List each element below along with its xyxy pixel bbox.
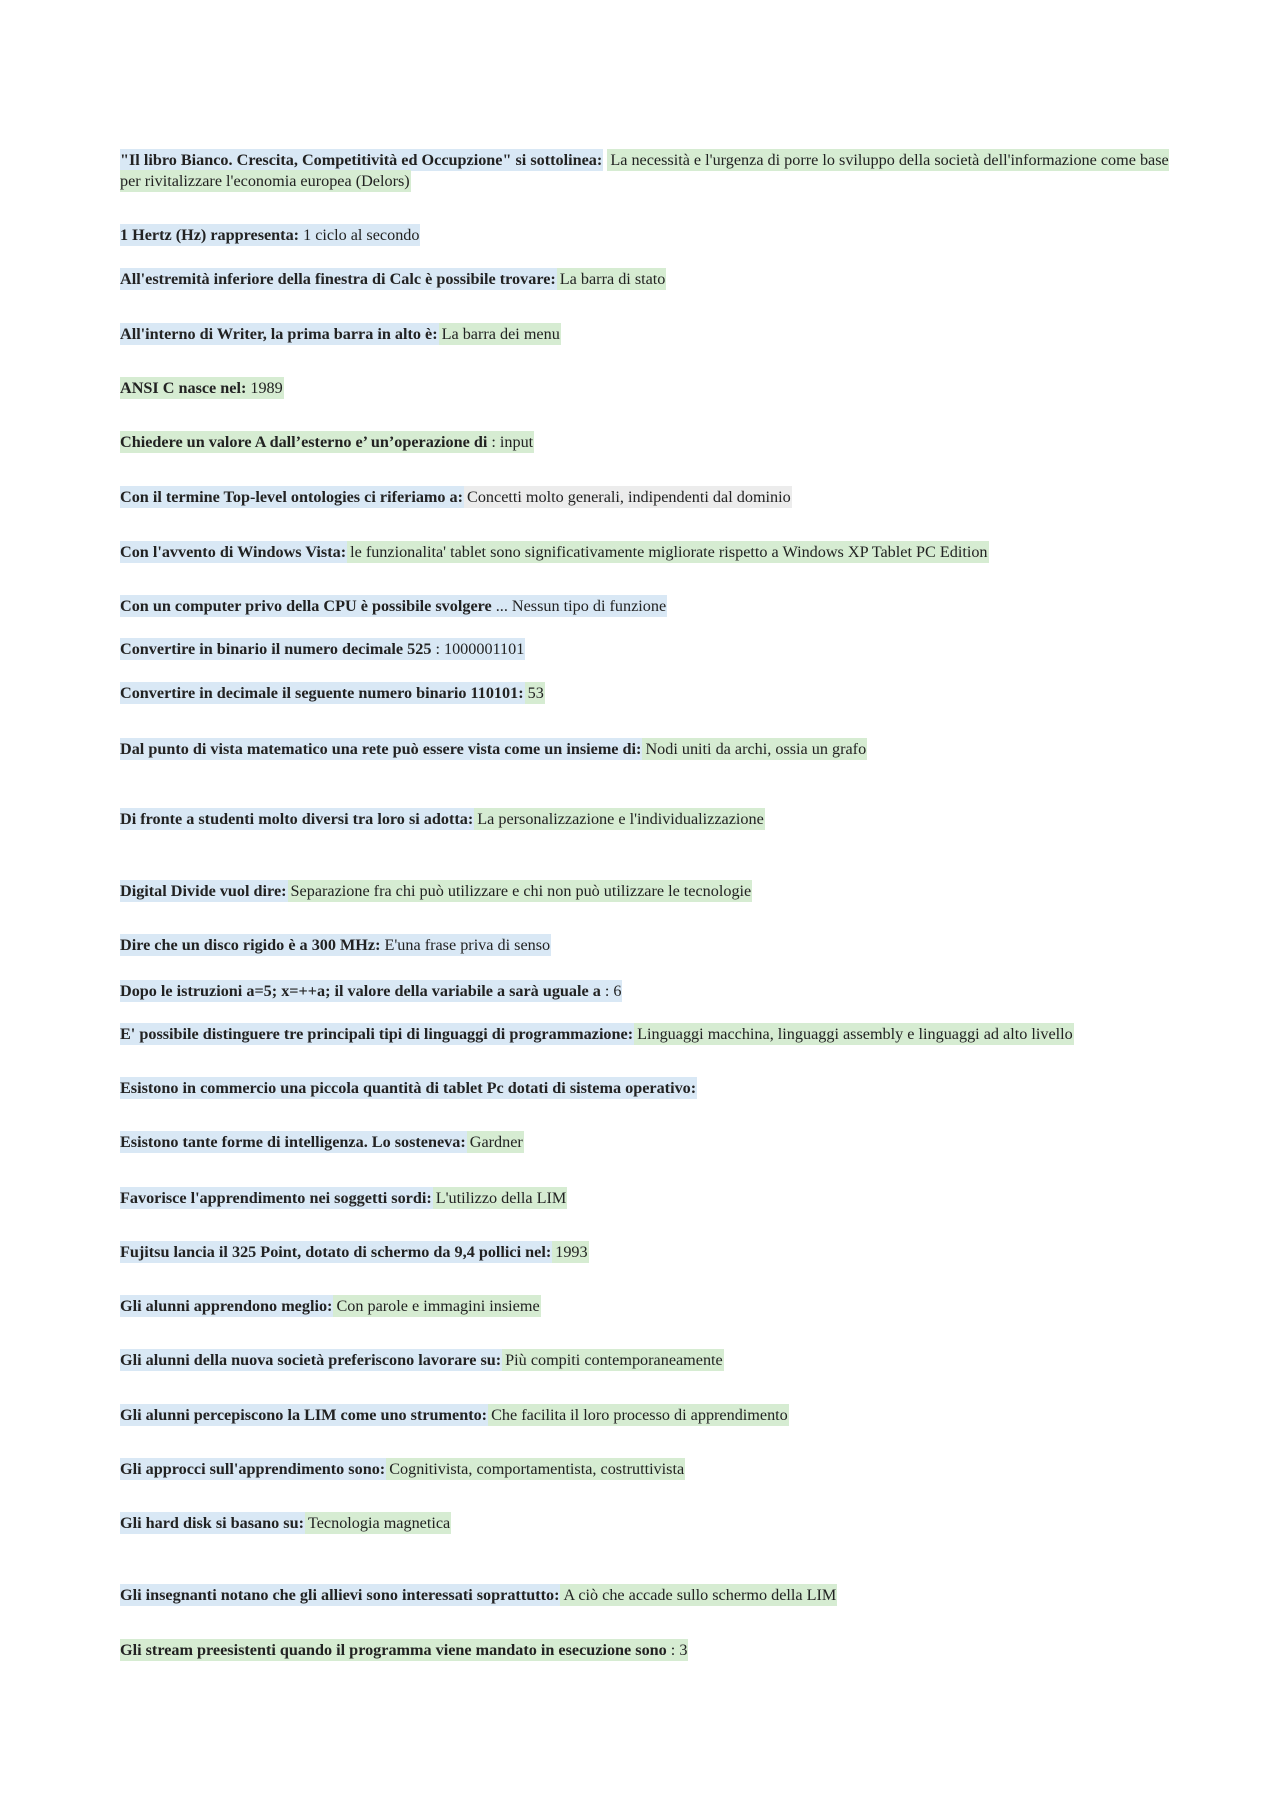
qa-entry xyxy=(120,432,1180,453)
question: Gli alunni della nuova società preferiscono lavorare su: xyxy=(120,1351,502,1369)
answer: La necessità e l'urgenza di porre lo sviluppo della società dell'informazione come base per rivitalizzare l'economia europea (Delors) xyxy=(120,151,1169,190)
question: 1 Hertz (Hz) rappresenta: xyxy=(120,226,300,244)
question: Di fronte a studenti molto diversi tra loro si adotta: xyxy=(120,810,474,828)
question: Convertire in binario il numero decimale 525 xyxy=(120,640,432,658)
qa-entry xyxy=(120,596,1180,617)
answer: le funzionalita' tablet sono significativamente migliorate rispetto a Windows XP Tablet PC Edition xyxy=(347,541,988,563)
answer: : 6 xyxy=(602,980,623,1002)
qa-entry xyxy=(120,1350,1180,1371)
qa-entry xyxy=(120,639,1180,660)
answer: La personalizzazione e l'individualizzazione xyxy=(474,808,765,830)
answer: : 1000001101 xyxy=(432,638,525,660)
answer: Concetti molto generali, indipendenti dal dominio xyxy=(464,486,792,508)
answer: Più compiti contemporaneamente xyxy=(502,1349,724,1371)
answer: E'una frase priva di senso xyxy=(381,934,551,956)
qa-entry xyxy=(120,935,1180,956)
question: Gli hard disk si basano su: xyxy=(120,1514,304,1532)
question: Fujitsu lancia il 325 Point, dotato di schermo da 9,4 pollici nel: xyxy=(120,1243,552,1261)
question: Gli stream preesistenti quando il programma viene mandato in esecuzione sono xyxy=(120,1641,667,1659)
answer: : 3 xyxy=(668,1639,689,1661)
qa-entry xyxy=(120,1640,1180,1661)
question: All'interno di Writer, la prima barra in alto è: xyxy=(120,325,438,343)
qa-entry xyxy=(120,487,1180,508)
question: Esistono tante forme di intelligenza. Lo sosteneva: xyxy=(120,1133,466,1151)
qa-entry xyxy=(120,225,1180,246)
question: Gli alunni percepiscono la LIM come uno strumento: xyxy=(120,1406,488,1424)
qa-entry xyxy=(120,1459,1180,1480)
answer: Separazione fra chi può utilizzare e chi non può utilizzare le tecnologie xyxy=(288,880,753,902)
qa-entry xyxy=(120,542,1180,563)
qa-entry xyxy=(120,1513,1180,1534)
answer: ... Nessun tipo di funzione xyxy=(493,595,667,617)
question: Digital Divide vuol dire: xyxy=(120,882,287,900)
answer: Gardner xyxy=(467,1131,524,1153)
qa-entry xyxy=(120,1405,1180,1426)
question: Favorisce l'apprendimento nei soggetti sordi: xyxy=(120,1189,432,1207)
qa-entry xyxy=(120,269,1180,290)
qa-entry xyxy=(120,1132,1180,1153)
qa-entry xyxy=(120,1242,1180,1263)
answer: Con parole e immagini insieme xyxy=(333,1295,540,1317)
answer: La barra di stato xyxy=(557,268,667,290)
qa-entry xyxy=(120,150,1180,192)
answer: L'utilizzo della LIM xyxy=(433,1187,568,1209)
qa-entry xyxy=(120,1078,1180,1099)
qa-entry xyxy=(120,809,1180,830)
question: Chiedere un valore A dall’esterno e’ un’operazione di xyxy=(120,433,488,451)
answer: Cognitivista, comportamentista, costruttivista xyxy=(386,1458,685,1480)
qa-entry xyxy=(120,1296,1180,1317)
question: Gli approcci sull'apprendimento sono: xyxy=(120,1460,386,1478)
answer: : input xyxy=(488,431,534,453)
question: Con un computer privo della CPU è possibile svolgere xyxy=(120,597,492,615)
answer: 53 xyxy=(525,682,545,704)
question: Gli alunni apprendono meglio: xyxy=(120,1297,333,1315)
question: Gli insegnanti notano che gli allievi sono interessati soprattutto: xyxy=(120,1586,560,1604)
question: All'estremità inferiore della finestra di Calc è possibile trovare: xyxy=(120,270,556,288)
question: Dopo le istruzioni a=5; x=++a; il valore della variabile a sarà uguale a xyxy=(120,982,601,1000)
qa-entry xyxy=(120,981,1180,1002)
question: Esistono in commercio una piccola quantità di tablet Pc dotati di sistema operativo: xyxy=(120,1079,697,1097)
qa-entry xyxy=(120,739,1180,760)
question: Convertire in decimale il seguente numero binario 110101: xyxy=(120,684,524,702)
qa-entry xyxy=(120,324,1180,345)
answer: La barra dei menu xyxy=(439,323,561,345)
question: E' possibile distinguere tre principali tipi di linguaggi di programmazione: xyxy=(120,1025,634,1043)
answer: 1993 xyxy=(552,1241,588,1263)
answer: Tecnologia magnetica xyxy=(305,1512,451,1534)
question: Con l'avvento di Windows Vista: xyxy=(120,543,347,561)
question: "Il libro Bianco. Crescita, Competitività ed Occupzione" si sottolinea: xyxy=(120,151,603,169)
qa-entry xyxy=(120,1188,1180,1209)
answer: Nodi uniti da archi, ossia un grafo xyxy=(642,738,867,760)
answer: Linguaggi macchina, linguaggi assembly e linguaggi ad alto livello xyxy=(634,1023,1074,1045)
question: Con il termine Top-level ontologies ci riferiamo a: xyxy=(120,488,464,506)
qa-entry xyxy=(120,1585,1180,1606)
question: Dire che un disco rigido è a 300 MHz: xyxy=(120,936,381,954)
answer: 1989 xyxy=(247,377,283,399)
qa-entry xyxy=(120,1024,1180,1045)
qa-entry xyxy=(120,881,1180,902)
question: Dal punto di vista matematico una rete può essere vista come un insieme di: xyxy=(120,740,642,758)
question: ANSI C nasce nel: xyxy=(120,379,247,397)
answer: A ciò che accade sullo schermo della LIM xyxy=(560,1584,837,1606)
answer: Che facilita il loro processo di apprendimento xyxy=(488,1404,789,1426)
answer: 1 ciclo al secondo xyxy=(300,224,420,246)
qa-entry xyxy=(120,378,1180,399)
qa-entry xyxy=(120,683,1180,704)
